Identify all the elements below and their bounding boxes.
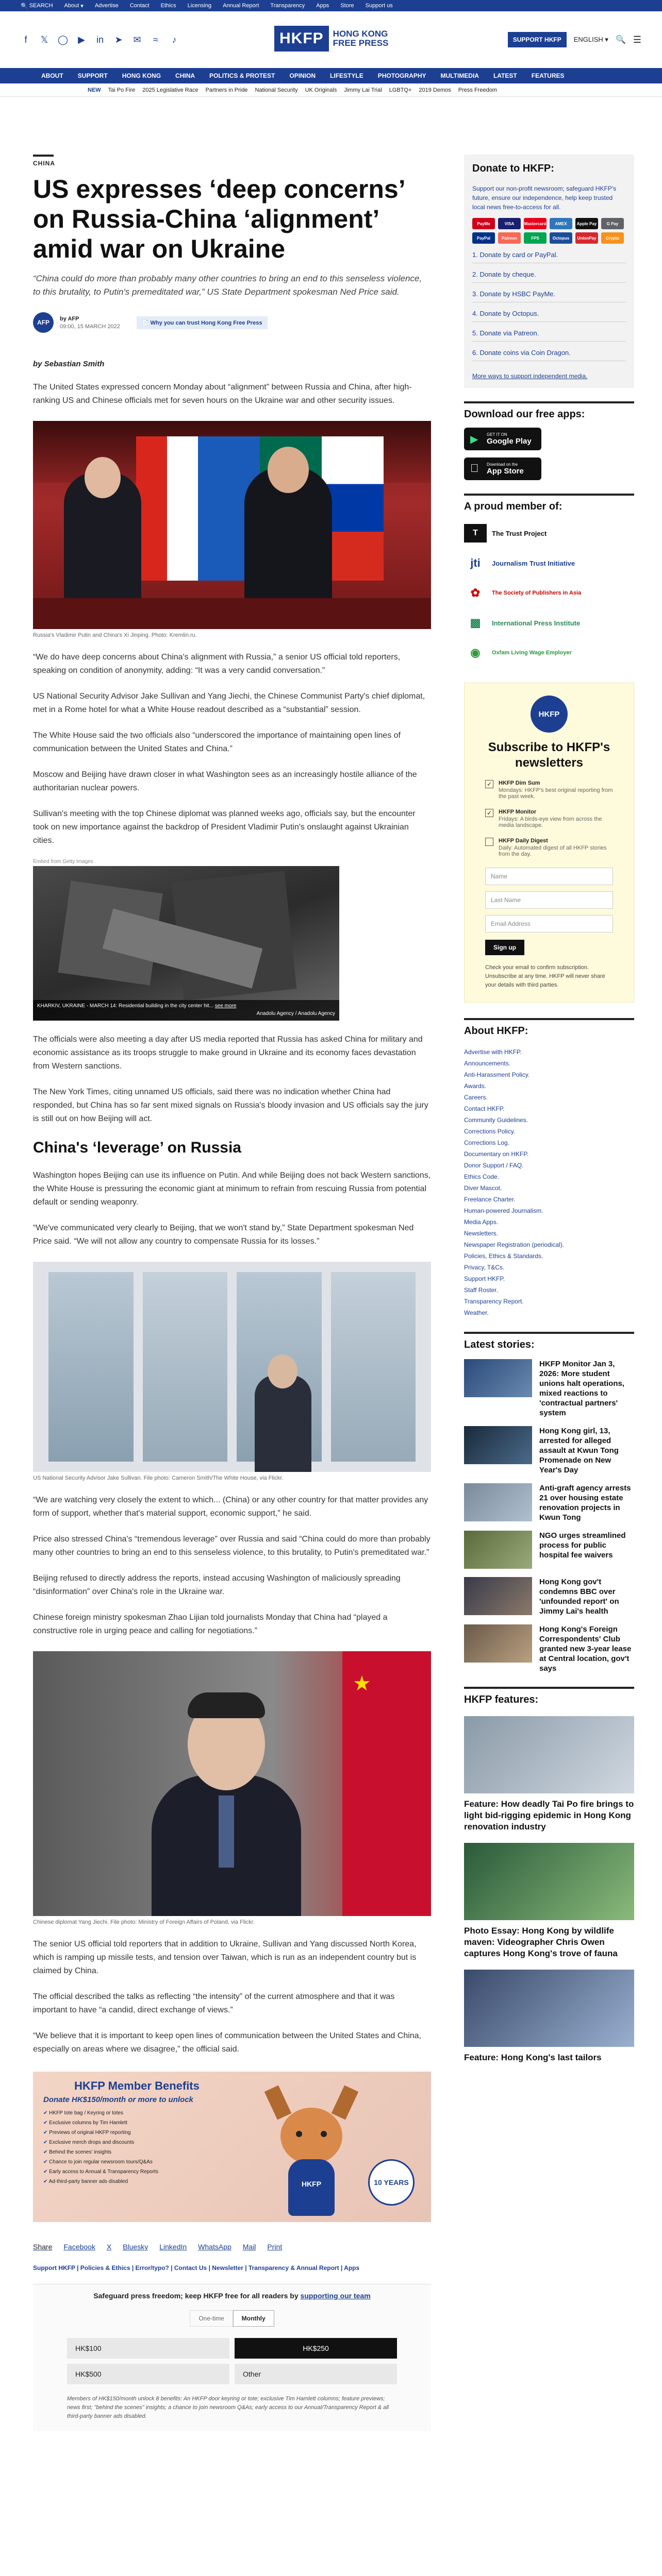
features-title: HKFP features: — [464, 1694, 539, 1705]
deer-mascot — [260, 2082, 363, 2216]
share-facebook[interactable]: Facebook — [63, 2243, 95, 2251]
about-link[interactable]: Community Guidelines. — [464, 1116, 528, 1124]
ipi-icon: ▩ — [470, 616, 481, 629]
nav-china[interactable]: CHINA — [175, 72, 195, 79]
memberships-section — [464, 494, 634, 662]
article-paragraph: Chinese foreign ministry spokesman Zhao Lijian told journalists Monday that China had “played a constructive role in urging peace and calling for negotiations.” — [33, 1613, 388, 1635]
nav-support[interactable]: SUPPORT — [77, 72, 108, 79]
article-paragraph: The United States expressed concern Monday about “alignment” between Russia and China, after high-ranking US and Chinese officials met for seven hours on the Ukraine war and other security issues. — [33, 383, 412, 405]
promo-benefit: ✔ HKFP tote bag / Keyring or totes — [43, 2110, 123, 2116]
topbar-licensing[interactable]: Licensing — [187, 3, 212, 9]
facebook-icon[interactable]: f — [24, 34, 27, 45]
promo-subtitle: Donate HK$150/month or more to unlock — [43, 2095, 193, 2104]
instagram-icon[interactable]: ◯ — [57, 34, 69, 45]
about-link[interactable]: Careers. — [464, 1094, 488, 1101]
article-paragraph: “We've communicated very clearly to Beijing, that we won't stand by,” State Department spokesman Ned Price said. “We will not allow any country to compensate Russia for its losses.” — [33, 1224, 414, 1246]
donate-box — [464, 155, 634, 388]
share-bar — [33, 2243, 431, 2251]
donate-title: Donate to HKFP: — [472, 163, 554, 174]
donate-option[interactable]: 6. Donate coins via Coin Dragon. — [472, 342, 626, 361]
article-paragraph: The senior US official told reporters that in addition to Ukraine, Sullivan and Yang discussed North Korea, which is ramping up missile tests, and tension over Taiwan, which is run as an independent country but is claimed by China. — [33, 1940, 417, 1975]
unionpay-icon: UnionPay — [575, 232, 598, 244]
octopus-icon: Octopus — [550, 232, 572, 244]
top-bar — [0, 0, 662, 11]
yang-jiechi-photo: ★ — [33, 1651, 431, 1916]
story-thumbnail — [464, 1426, 532, 1464]
member-jti[interactable]: jti Journalism Trust Initiative — [464, 554, 634, 572]
logo-mark: HKFP — [274, 26, 329, 52]
menu-icon[interactable]: ☰ — [633, 34, 641, 45]
about-link[interactable]: Media Apps. — [464, 1218, 499, 1226]
getty-caption: KHARKIV, UKRAINE - MARCH 14: Residential building in the city center hit... — [37, 1003, 213, 1009]
email-field[interactable]: Email Address — [485, 915, 613, 933]
sullivan-photo — [33, 1262, 431, 1472]
topbar-search[interactable]: 🔍 SEARCH — [21, 3, 53, 9]
newsletter-box — [464, 683, 634, 1003]
payment-methods — [472, 218, 626, 244]
promo-benefit: ✔ Behind the scenes' insights — [43, 2149, 112, 2155]
amex-icon: AMEX — [550, 218, 572, 229]
newsletter-logo: HKFP — [531, 696, 568, 733]
crypto-icon: Crypto — [601, 232, 624, 244]
about-link[interactable]: Anti-Harassment Policy. — [464, 1071, 530, 1078]
author-avatar[interactable]: AFP — [33, 312, 54, 333]
newsletter-option[interactable]: HKFP Daily Digest Daily: Automated digest of all HKFP stories from the day. — [485, 838, 613, 857]
amount-option[interactable]: HK$100 — [67, 2338, 229, 2359]
more-ways-link[interactable]: More ways to support independent media. — [472, 372, 588, 380]
nav-latest[interactable]: LATEST — [493, 72, 517, 79]
promo-title: HKFP Member Benefits — [74, 2079, 200, 2092]
apple-pay-icon: Apple Pay — [575, 218, 598, 229]
story-thumbnail — [464, 1577, 532, 1615]
amount-option[interactable]: Other — [235, 2364, 397, 2384]
about-section — [464, 1018, 634, 1318]
tab-one-time[interactable]: One-time — [190, 2310, 233, 2327]
cta-link[interactable]: supporting our team — [300, 2292, 371, 2300]
nav-photography[interactable]: PHOTOGRAPHY — [377, 72, 426, 79]
article-paragraph: US National Security Advisor Jake Sullivan and Yang Jiechi, the Chinese Communist Party's chief diplomat, met in a Rome hotel for what a White House readout described as a “substantial” session. — [33, 692, 425, 714]
latest-story[interactable]: Hong Kong girl, 13, arrested for alleged assault at Kwun Tong Promenade on New Year's Day — [464, 1426, 634, 1475]
about-link[interactable]: Support HKFP. — [464, 1275, 505, 1282]
getty-embed-label[interactable]: Embed from Getty Images — [33, 859, 93, 865]
checkbox-checked[interactable]: ✓ — [485, 809, 493, 817]
fps-icon: FPS — [524, 232, 547, 244]
twitter-icon[interactable]: 𝕏 — [40, 34, 48, 45]
topbar-apps[interactable]: Apps — [316, 3, 329, 9]
promo-benefit: ✔ Exclusive columns by Tim Hamlett — [43, 2120, 127, 2126]
share-mail[interactable]: Mail — [242, 2243, 256, 2251]
latest-story[interactable]: Hong Kong gov't condemns BBC over 'unfounded report' on Jimmy Lai's health — [464, 1577, 634, 1616]
trending-item[interactable]: 2025 Legislative Race — [142, 87, 198, 93]
latest-story[interactable]: HKFP Monitor Jan 3, 2026: More student unions halt operations, mixed reactions to 'contractual partners' system — [464, 1359, 634, 1418]
about-link[interactable]: Documentary on HKFP. — [464, 1150, 529, 1158]
trending-item[interactable]: LGBTQ+ — [389, 87, 412, 93]
topbar-about[interactable]: About ▾ — [64, 3, 84, 9]
topbar-store[interactable]: Store — [340, 3, 354, 9]
photo-caption: US National Security Advisor Jake Sullivan. File photo: Cameron Smith/The White House, via Flickr. — [33, 1475, 284, 1481]
nav-politics[interactable]: POLITICS & PROTEST — [209, 72, 275, 79]
language-selector[interactable]: ENGLISH ▾ — [573, 36, 608, 43]
trending-item[interactable]: Jimmy Lai Trial — [344, 87, 382, 93]
article-paragraph: The officials were also meeting a day after US media reported that Russia has asked China for military and economic assistance as its troops struggle to make ground in Ukraine and its economy faces devastation from Western sanctions. — [33, 1035, 423, 1071]
article — [33, 155, 431, 2431]
logo-line2: FREE PRESS — [333, 38, 389, 48]
cta-text: Safeguard press freedom; keep HKFP free for all readers by — [93, 2292, 301, 2300]
about-link[interactable]: Human-powered Journalism. — [464, 1207, 543, 1214]
photo-caption: Russia's Vladimir Putin and China's Xi Jinping. Photo: Kremlin.ru. — [33, 632, 197, 638]
nav-features[interactable]: FEATURES — [531, 72, 565, 79]
donate-option[interactable]: 3. Donate by HSBC PayMe. — [472, 283, 626, 302]
youtube-icon[interactable]: ▶ — [78, 34, 85, 45]
story-thumbnail — [464, 1483, 532, 1521]
donate-option[interactable]: 1. Donate by card or PayPal. — [472, 244, 626, 263]
trending-item[interactable]: Partners in Pride — [205, 87, 248, 93]
article-paragraph: Beijing refused to directly address the reports, instead accusing Washington of maliciously spreading “disinformation” over China's role in the Ukraine war. — [33, 1574, 401, 1596]
article-paragraph: Price also stressed China's “tremendous leverage” over Russia and said “China could do more than probably many other countries to bring an end to this senseless violence, to this brutality, to Putin's premeditated war.” — [33, 1535, 431, 1557]
newsletter-option[interactable]: ✓ HKFP Monitor Fridays: A birds-eye view from across the media landscape. — [485, 809, 613, 828]
story-thumbnail — [464, 1531, 532, 1569]
jti-icon: jti — [470, 556, 481, 569]
trending-item[interactable]: National Security — [255, 87, 298, 93]
share-label: Share — [33, 2243, 53, 2251]
trending-bar — [0, 83, 662, 97]
story-thumbnail — [464, 1624, 532, 1663]
support-links[interactable]: Support HKFP | Policies & Ethics | Error/typo? | Contact Us | Newsletter | Transparency & Annual Report | Apps — [33, 2264, 360, 2272]
bottom-donate-cta — [33, 2284, 431, 2431]
payme-icon: PayMe — [472, 218, 495, 229]
about-link[interactable]: Announcements. — [464, 1060, 511, 1067]
about-link[interactable]: Contact HKFP. — [464, 1105, 505, 1112]
google-play-icon: ▶ — [470, 434, 478, 445]
newsletter-note: Check your email to confirm subscription. Unsubscribe at any time. HKFP will never share your details with third parties. — [485, 964, 605, 988]
donate-option[interactable]: 5. Donate via Patreon. — [472, 322, 626, 342]
amount-option[interactable]: HK$250 — [235, 2338, 397, 2359]
getty-see-more[interactable]: see more — [214, 1003, 237, 1009]
linkedin-icon[interactable]: in — [96, 34, 104, 45]
article-paragraph: “We are watching very closely the extent to which... (China) or any other country for that matter provides any form of support, whether that's material support, economic support,” he said. — [33, 1496, 428, 1518]
trending-item[interactable]: UK Originals — [305, 87, 337, 93]
trending-item[interactable]: 2019 Demos — [419, 87, 451, 93]
last-name-field[interactable]: Last Name — [485, 891, 613, 909]
article-paragraph: Moscow and Beijing have drawn closer in what Washington sees as an increasingly hostile alliance of the authoritarian nuclear powers. — [33, 770, 417, 792]
donate-option[interactable]: 2. Donate by cheque. — [472, 263, 626, 283]
feature-story[interactable]: Feature: Hong Kong's last tailors — [464, 1970, 634, 2063]
article-title: US expresses ‘deep concerns’ on Russia-China ‘alignment’ amid war on Ukraine — [33, 175, 404, 263]
promo-benefit: ✔ Early access to Annual & Transparency Reports — [43, 2169, 158, 2175]
checkbox-checked[interactable]: ✓ — [485, 780, 493, 788]
donate-option[interactable]: 4. Donate by Octopus. — [472, 302, 626, 322]
category-label[interactable]: CHINA — [33, 155, 54, 167]
latest-story[interactable]: Hong Kong's Foreign Correspondents' Club granted new 3-year lease at Central location, gov't says — [464, 1624, 634, 1673]
apps-section — [464, 401, 634, 480]
share-x[interactable]: X — [106, 2243, 112, 2251]
promo-benefit: ✔ Exclusive merch drops and discounts — [43, 2140, 135, 2145]
topbar-annual-report[interactable]: Annual Report — [223, 3, 259, 9]
share-linkedin[interactable]: LinkedIn — [159, 2243, 187, 2251]
about-link[interactable]: Weather. — [464, 1309, 489, 1316]
ten-years-badge: 10 YEARS — [368, 2159, 415, 2206]
trust-link[interactable]: 📄 Why you can trust Hong Kong Free Press — [137, 316, 268, 329]
about-link[interactable]: Diver Mascot. — [464, 1184, 502, 1192]
about-link[interactable]: Newsletters. — [464, 1230, 499, 1237]
putin-xi-photo — [33, 421, 431, 629]
oxfam-icon: ◉ — [470, 646, 481, 659]
telegram-icon[interactable]: ➤ — [114, 34, 123, 45]
about-link[interactable]: Corrections Policy. — [464, 1128, 516, 1135]
topbar-ethics[interactable]: Ethics — [160, 3, 176, 9]
promo-benefit: ✔ Previews of original HKFP reporting — [43, 2130, 131, 2136]
about-link[interactable]: Ethics Code. — [464, 1173, 500, 1180]
about-link[interactable]: Policies, Ethics & Standards. — [464, 1252, 543, 1260]
latest-title: Latest stories: — [464, 1339, 535, 1350]
social-links — [21, 35, 179, 45]
trending-label: NEW — [88, 87, 101, 93]
getty-embed — [33, 859, 339, 1021]
article-paragraph: “We believe that it is important to keep open lines of communication between the United States and China, especially on areas where we disagree,” the official said. — [33, 2031, 422, 2054]
about-link[interactable]: Staff Roster. — [464, 1286, 498, 1294]
checkbox[interactable] — [485, 838, 493, 846]
about-link[interactable]: Transparency Report. — [464, 1298, 524, 1305]
about-title: About HKFP: — [464, 1025, 528, 1037]
google-play-badge[interactable]: ▶ GET IT ON Google Play — [464, 428, 541, 450]
nav-opinion[interactable]: OPINION — [289, 72, 316, 79]
sopa-icon: ✿ — [470, 586, 481, 599]
article-paragraph: The White House said the two officials also “underscored the importance of maintaining open lines of communication between the United States and China.” — [33, 731, 401, 753]
about-link[interactable]: Advertise with HKFP. — [464, 1048, 522, 1056]
share-bluesky[interactable]: Bluesky — [123, 2243, 148, 2251]
trust-project-icon: T — [464, 524, 487, 543]
article-paragraph: Washington hopes Beijing can use its influence on Putin. And while Beijing does not back Western sanctions, the White House is pressuring the economic giant at minimum to refrain from rescuing Russia from potential default or sending weaponry. — [33, 1171, 431, 1207]
newsletter-option[interactable]: ✓ HKFP Dim Sum Mondays: HKFP's best original reporting from the past week. — [485, 780, 613, 800]
topbar-transparency[interactable]: Transparency — [270, 3, 305, 9]
member-sopa[interactable]: ✿ The Society of Publishers in Asia — [464, 584, 634, 602]
sidebar — [464, 155, 634, 2063]
photo-caption: Chinese diplomat Yang Jiechi. File photo: Ministry of Foreign Affairs of Poland, via Flickr. — [33, 1919, 255, 1925]
getty-credit: Anadolu Agency / Anadolu Agency — [256, 1011, 335, 1016]
tiktok-icon[interactable]: ♪ — [172, 34, 177, 45]
member-benefits-banner[interactable] — [33, 2072, 431, 2222]
latest-story[interactable]: Anti-graft agency arrests 21 over housing estate renovation projects in Kwun Tong — [464, 1483, 634, 1522]
amount-option[interactable]: HK$500 — [67, 2364, 229, 2384]
nav-lifestyle[interactable]: LIFESTYLE — [330, 72, 363, 79]
about-link[interactable]: Corrections Log. — [464, 1139, 510, 1146]
name-field[interactable]: Name — [485, 868, 613, 885]
main-nav — [0, 68, 662, 83]
mastercard-icon: Mastercard — [524, 218, 547, 229]
byline-author[interactable]: by AFP — [60, 315, 79, 322]
article-subheading: China's ‘leverage’ on Russia — [33, 1139, 241, 1156]
nav-multimedia[interactable]: MULTIMEDIA — [440, 72, 479, 79]
about-link[interactable]: Donor Support / FAQ. — [464, 1162, 524, 1169]
support-hkfp-button[interactable]: SUPPORT HKFP — [508, 32, 567, 47]
byline — [33, 312, 431, 333]
apple-icon — [470, 462, 479, 475]
donate-intro[interactable]: Support our non-profit newsroom; safeguard HKFP's future, ensure our independence, help keep trusted local news free-to-access for all. — [472, 185, 617, 211]
nav-about[interactable]: ABOUT — [41, 72, 63, 79]
feature-image — [464, 1716, 634, 1793]
about-link[interactable]: Freelance Charter. — [464, 1196, 516, 1203]
feature-story[interactable]: Photo Essay: Hong Kong by wildlife maven: Videographer Chris Owen captures Hong Kong's trove of fauna — [464, 1843, 634, 1959]
member-trust-project[interactable]: T The Trust Project — [464, 524, 634, 543]
topbar-advertise[interactable]: Advertise — [94, 3, 119, 9]
share-whatsapp[interactable]: WhatsApp — [198, 2243, 231, 2251]
logo-line1: HONG KONG — [333, 29, 388, 39]
article-paragraph: Sullivan's meeting with the top Chinese diplomat was planned weeks ago, officials say, but the encounter took on new importance against the backdrop of President Vladimir Putin's onslaught against Ukrainian cities. — [33, 809, 416, 845]
article-lede: “China could do more than probably many other countries to bring an end to this senseless violence, to this brutality, to Putin's premeditated war,” US State Department spokesman Ned Price said. — [33, 274, 422, 297]
rss-icon[interactable]: ≈ — [153, 34, 158, 45]
getty-caption-bar — [33, 1000, 339, 1021]
trending-item[interactable]: Press Freedom — [458, 87, 497, 93]
paypal-icon: PayPal — [472, 232, 495, 244]
nav-hong-kong[interactable]: HONG KONG — [122, 72, 161, 79]
latest-story[interactable]: NGO urges streamlined process for public hospital fee waivers — [464, 1531, 634, 1569]
latest-section — [464, 1332, 634, 1673]
cta-note: Members of HK$150/month unlock 8 benefits: An HKFP door keyring or tote; exclusive Tim Hamlett columns; feature previews; news first; "behind the scenes" insights; a chance to join newsroom Q&As; early access to our Annual/Transparency Report & all third-party banner ads disabled. — [67, 2396, 389, 2419]
site-logo[interactable] — [274, 26, 388, 52]
article-paragraph: The official described the talks as reflecting “the intensity” of the current atmosphere and that it was important to have “a candid, direct exchange of views.” — [33, 1992, 395, 2014]
members-title: A proud member of: — [464, 501, 562, 512]
features-section — [464, 1687, 634, 2063]
feature-image — [464, 1843, 634, 1920]
article-author: by Sebastian Smith — [33, 360, 105, 368]
topbar-support[interactable]: Support us — [365, 3, 393, 9]
trending-item[interactable]: Tai Po Fire — [108, 87, 136, 93]
visa-icon: VISA — [498, 218, 521, 229]
story-thumbnail — [464, 1359, 532, 1397]
byline-date: 09:00, 15 MARCH 2022 — [60, 323, 120, 330]
search-icon[interactable]: 🔍 — [615, 36, 626, 44]
kharkiv-photo[interactable] — [33, 866, 339, 1021]
apps-title: Download our free apps: — [464, 409, 585, 420]
promo-benefit: ✔ Chance to join regular newsroom tours/Q&As — [43, 2159, 153, 2165]
feature-story[interactable]: Feature: How deadly Tai Po fire brings to light bid-rigging epidemic in Hong Kong renovation industry — [464, 1716, 634, 1833]
newsletter-title: Subscribe to HKFP's newsletters — [488, 740, 610, 770]
about-link[interactable]: Privacy, T&Cs. — [464, 1264, 505, 1271]
google-pay-icon: G Pay — [601, 218, 624, 229]
member-ipi[interactable]: ▩ International Press Institute — [464, 614, 634, 632]
mail-icon[interactable]: ✉ — [133, 34, 141, 45]
feature-image — [464, 1970, 634, 2047]
promo-benefit: ✔ Ad-third-party banner ads disabled — [43, 2179, 128, 2184]
article-paragraph: “We do have deep concerns about China's alignment with Russia,” a senior US official told reporters, speaking on condition of anonymity, adding: “It was a very candid conversation.” — [33, 653, 401, 675]
article-paragraph: The New York Times, citing unnamed US officials, said there was no indication whether China had responded, but China has so far sent mixed signals on Russia's bloody invasion and US officials say the jury is still out on how Beijing will act. — [33, 1088, 428, 1123]
mascot-label: HKFP — [301, 2180, 322, 2188]
member-oxfam[interactable]: ◉ Oxfam Living Wage Employer — [464, 643, 634, 662]
app-store-badge[interactable]: Download on the App Store — [464, 457, 541, 480]
patreon-icon: Patreon — [498, 232, 521, 244]
tab-monthly[interactable]: Monthly — [233, 2310, 274, 2327]
site-header — [0, 11, 662, 68]
share-print[interactable]: Print — [267, 2243, 283, 2251]
signup-button[interactable]: Sign up — [485, 940, 524, 955]
about-link[interactable]: Newspaper Registration (periodical). — [464, 1241, 565, 1248]
about-list — [464, 1046, 634, 1318]
topbar-contact[interactable]: Contact — [129, 3, 150, 9]
about-link[interactable]: Awards. — [464, 1082, 487, 1090]
